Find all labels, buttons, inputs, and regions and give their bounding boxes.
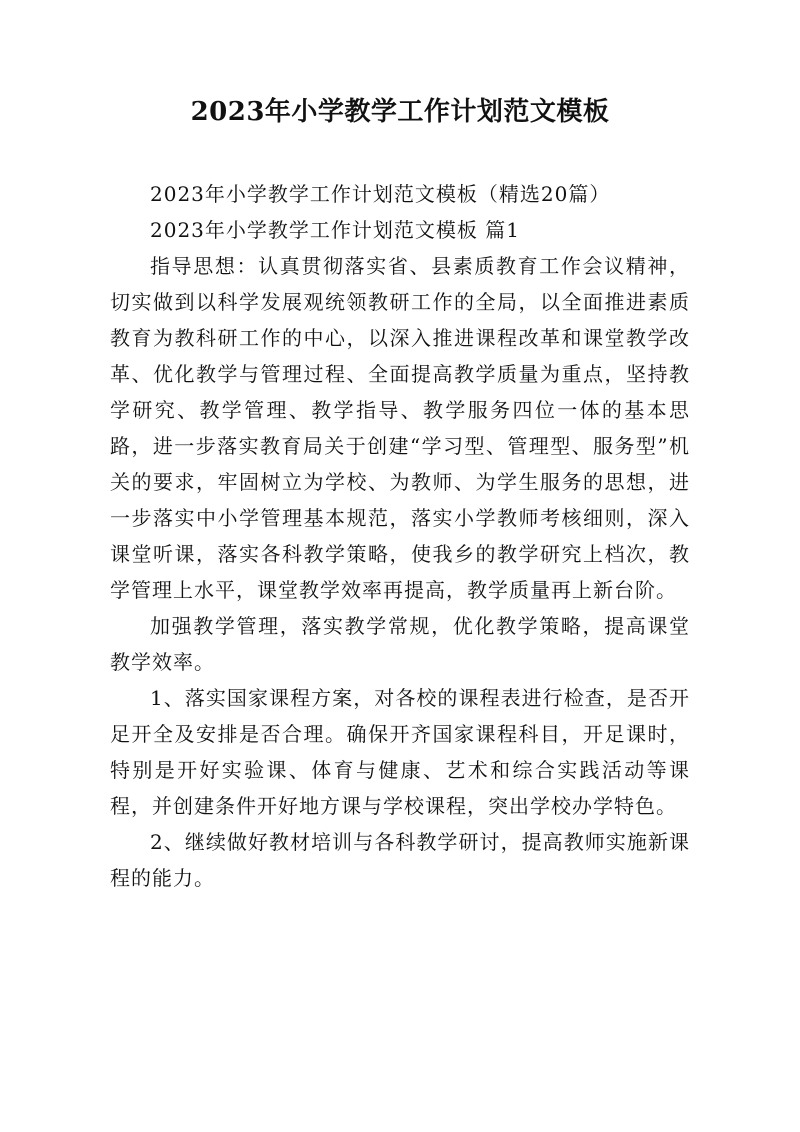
document-body xyxy=(110,176,690,896)
document-title: 2023年小学教学工作计划范文模板 xyxy=(190,97,610,127)
item-2-paragraph: 2、继续做好教材培训与各科教学研讨，提高教师实施新课程的能力。 xyxy=(110,830,690,890)
management-paragraph: 加强教学管理，落实教学常规，优化教学策略，提高课堂教学效率。 xyxy=(110,614,690,674)
item-1-paragraph: 1、落实国家课程方案，对各校的课程表进行检查，是否开足开全及安排是否合理。确保开齐国家课程科目，开足课时，特别是开好实验课、体育与健康、艺术和综合实践活动等课程，并创建条件开好地方课与学校课程，突出学校办学特色。 xyxy=(110,686,690,818)
guiding-ideology-paragraph: 指导思想：认真贯彻落实省、县素质教育工作会议精神，切实做到以科学发展观统领教研工作的全局，以全面推进素质教育为教科研工作的中心，以深入推进课程改革和课堂教学改革、优化教学与管理过程、全面提高教学质量为重点，坚持教学研究、教学管理、教学指导、教学服务四位一体的基本思路，进一步落实教育局关于创建“学习型、管理型、服务型”机关的要求，牢固树立为学校、为教师、为学生服务的思想，进一步落实中小学管理基本规范，落实小学教师考核细则，深入课堂听课，落实各科教学策略，使我乡的教学研究上档次，教学管理上水平，课堂教学效率再提高，教学质量再上新台阶。 xyxy=(110,254,690,602)
subtitle-paragraph: 2023年小学教学工作计划范文模板（精选20篇） xyxy=(150,182,611,206)
section-heading-paragraph: 2023年小学教学工作计划范文模板 篇1 xyxy=(150,218,520,242)
